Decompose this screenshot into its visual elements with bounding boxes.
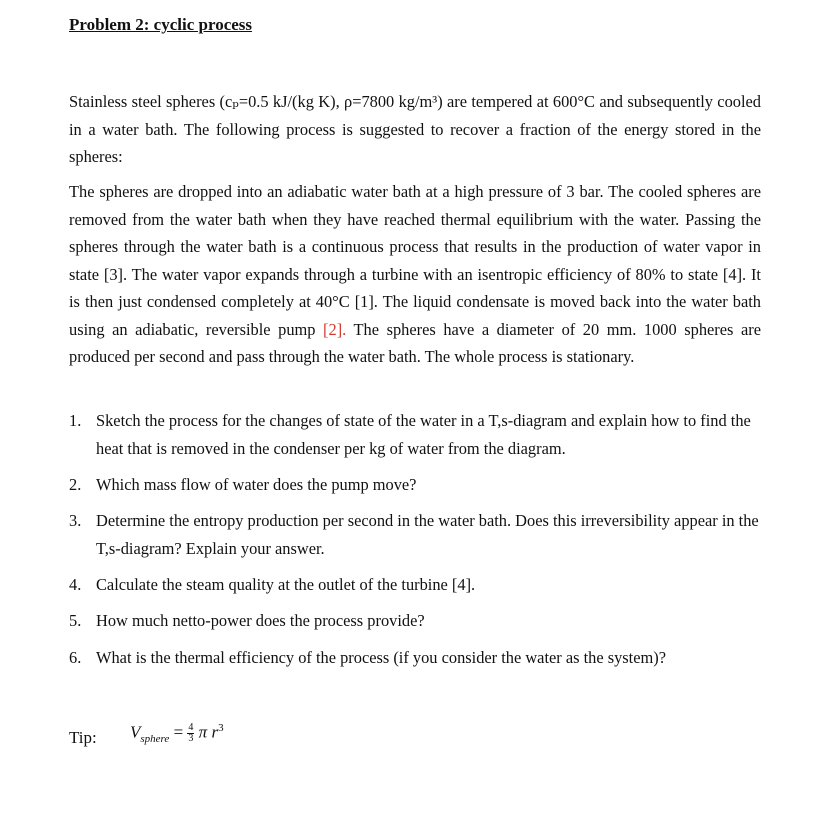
question-number: 4. xyxy=(69,575,82,594)
question-text: How much netto-power does the process provide? xyxy=(96,611,425,630)
process-details: The spheres have a diameter of 20 mm. 1000 spheres are produced per second and pass through the water bath. The whole process is stationary. xyxy=(69,319,761,366)
question-item xyxy=(69,471,762,499)
question-number: 3. xyxy=(69,511,82,530)
question-number: 6. xyxy=(69,648,82,667)
question-item xyxy=(69,607,762,635)
question-text: Which mass flow of water does the pump move? xyxy=(96,475,417,494)
formula-radius: r xyxy=(211,722,219,742)
question-number: 2. xyxy=(69,475,82,494)
question-text: Sketch the process for the changes of state of the water in a T,s-diagram and explain how to find the heat that is removed in the condenser per kg of water from the diagram. xyxy=(96,411,751,458)
tip-label: Tip: xyxy=(69,728,97,747)
formula-equals: = xyxy=(173,722,184,742)
question-text: Determine the entropy production per second in the water bath. Does this irreversibility appear in the T,s-diagram? Explain your answer. xyxy=(96,511,759,558)
formula-fraction xyxy=(187,723,194,744)
process-description: The spheres are dropped into an adiabatic water bath at a high pressure of 3 bar. The cooled spheres are removed from the water bath when they have reached thermal equilibrium with the water. Passing the spheres through the water bath is a continuous process that results in the production of water vapor in state [3]. The water vapor expands through a turbine with an isentropic efficiency of 80% to state [4]. It is then just condensed completely at 40°C [1]. The liquid condensate is moved back into the water bath using an adiabatic, reversible pump xyxy=(69,182,761,339)
question-item xyxy=(69,507,762,562)
formula-subscript: sphere xyxy=(140,733,170,746)
fraction-denominator: 3 xyxy=(188,733,194,745)
question-text: What is the thermal efficiency of the process (if you consider the water as the system)? xyxy=(96,648,666,667)
process-paragraph xyxy=(69,178,761,371)
formula-pi: π xyxy=(198,722,208,742)
sphere-volume-formula xyxy=(130,722,224,745)
formula-exponent: 3 xyxy=(218,722,224,734)
question-item xyxy=(69,644,762,672)
problem-title: Problem 2: cyclic process xyxy=(69,15,253,34)
formula-variable: V xyxy=(130,722,141,742)
question-item xyxy=(69,407,762,462)
fraction-numerator: 4 xyxy=(188,722,194,734)
question-number: 1. xyxy=(69,411,82,430)
question-text: Calculate the steam quality at the outlet of the turbine [4]. xyxy=(96,575,476,594)
question-item xyxy=(69,571,762,599)
intro-paragraph: Stainless steel spheres (cₚ=0.5 kJ/(kg K), ρ=7800 kg/m³) are tempered at 600°C and subsequently cooled in a water bath. The following process is suggested to recover a fraction of the energy stored in the spheres: xyxy=(69,92,761,166)
question-number: 5. xyxy=(69,611,82,630)
state-2-reference: [2]. xyxy=(323,319,347,339)
